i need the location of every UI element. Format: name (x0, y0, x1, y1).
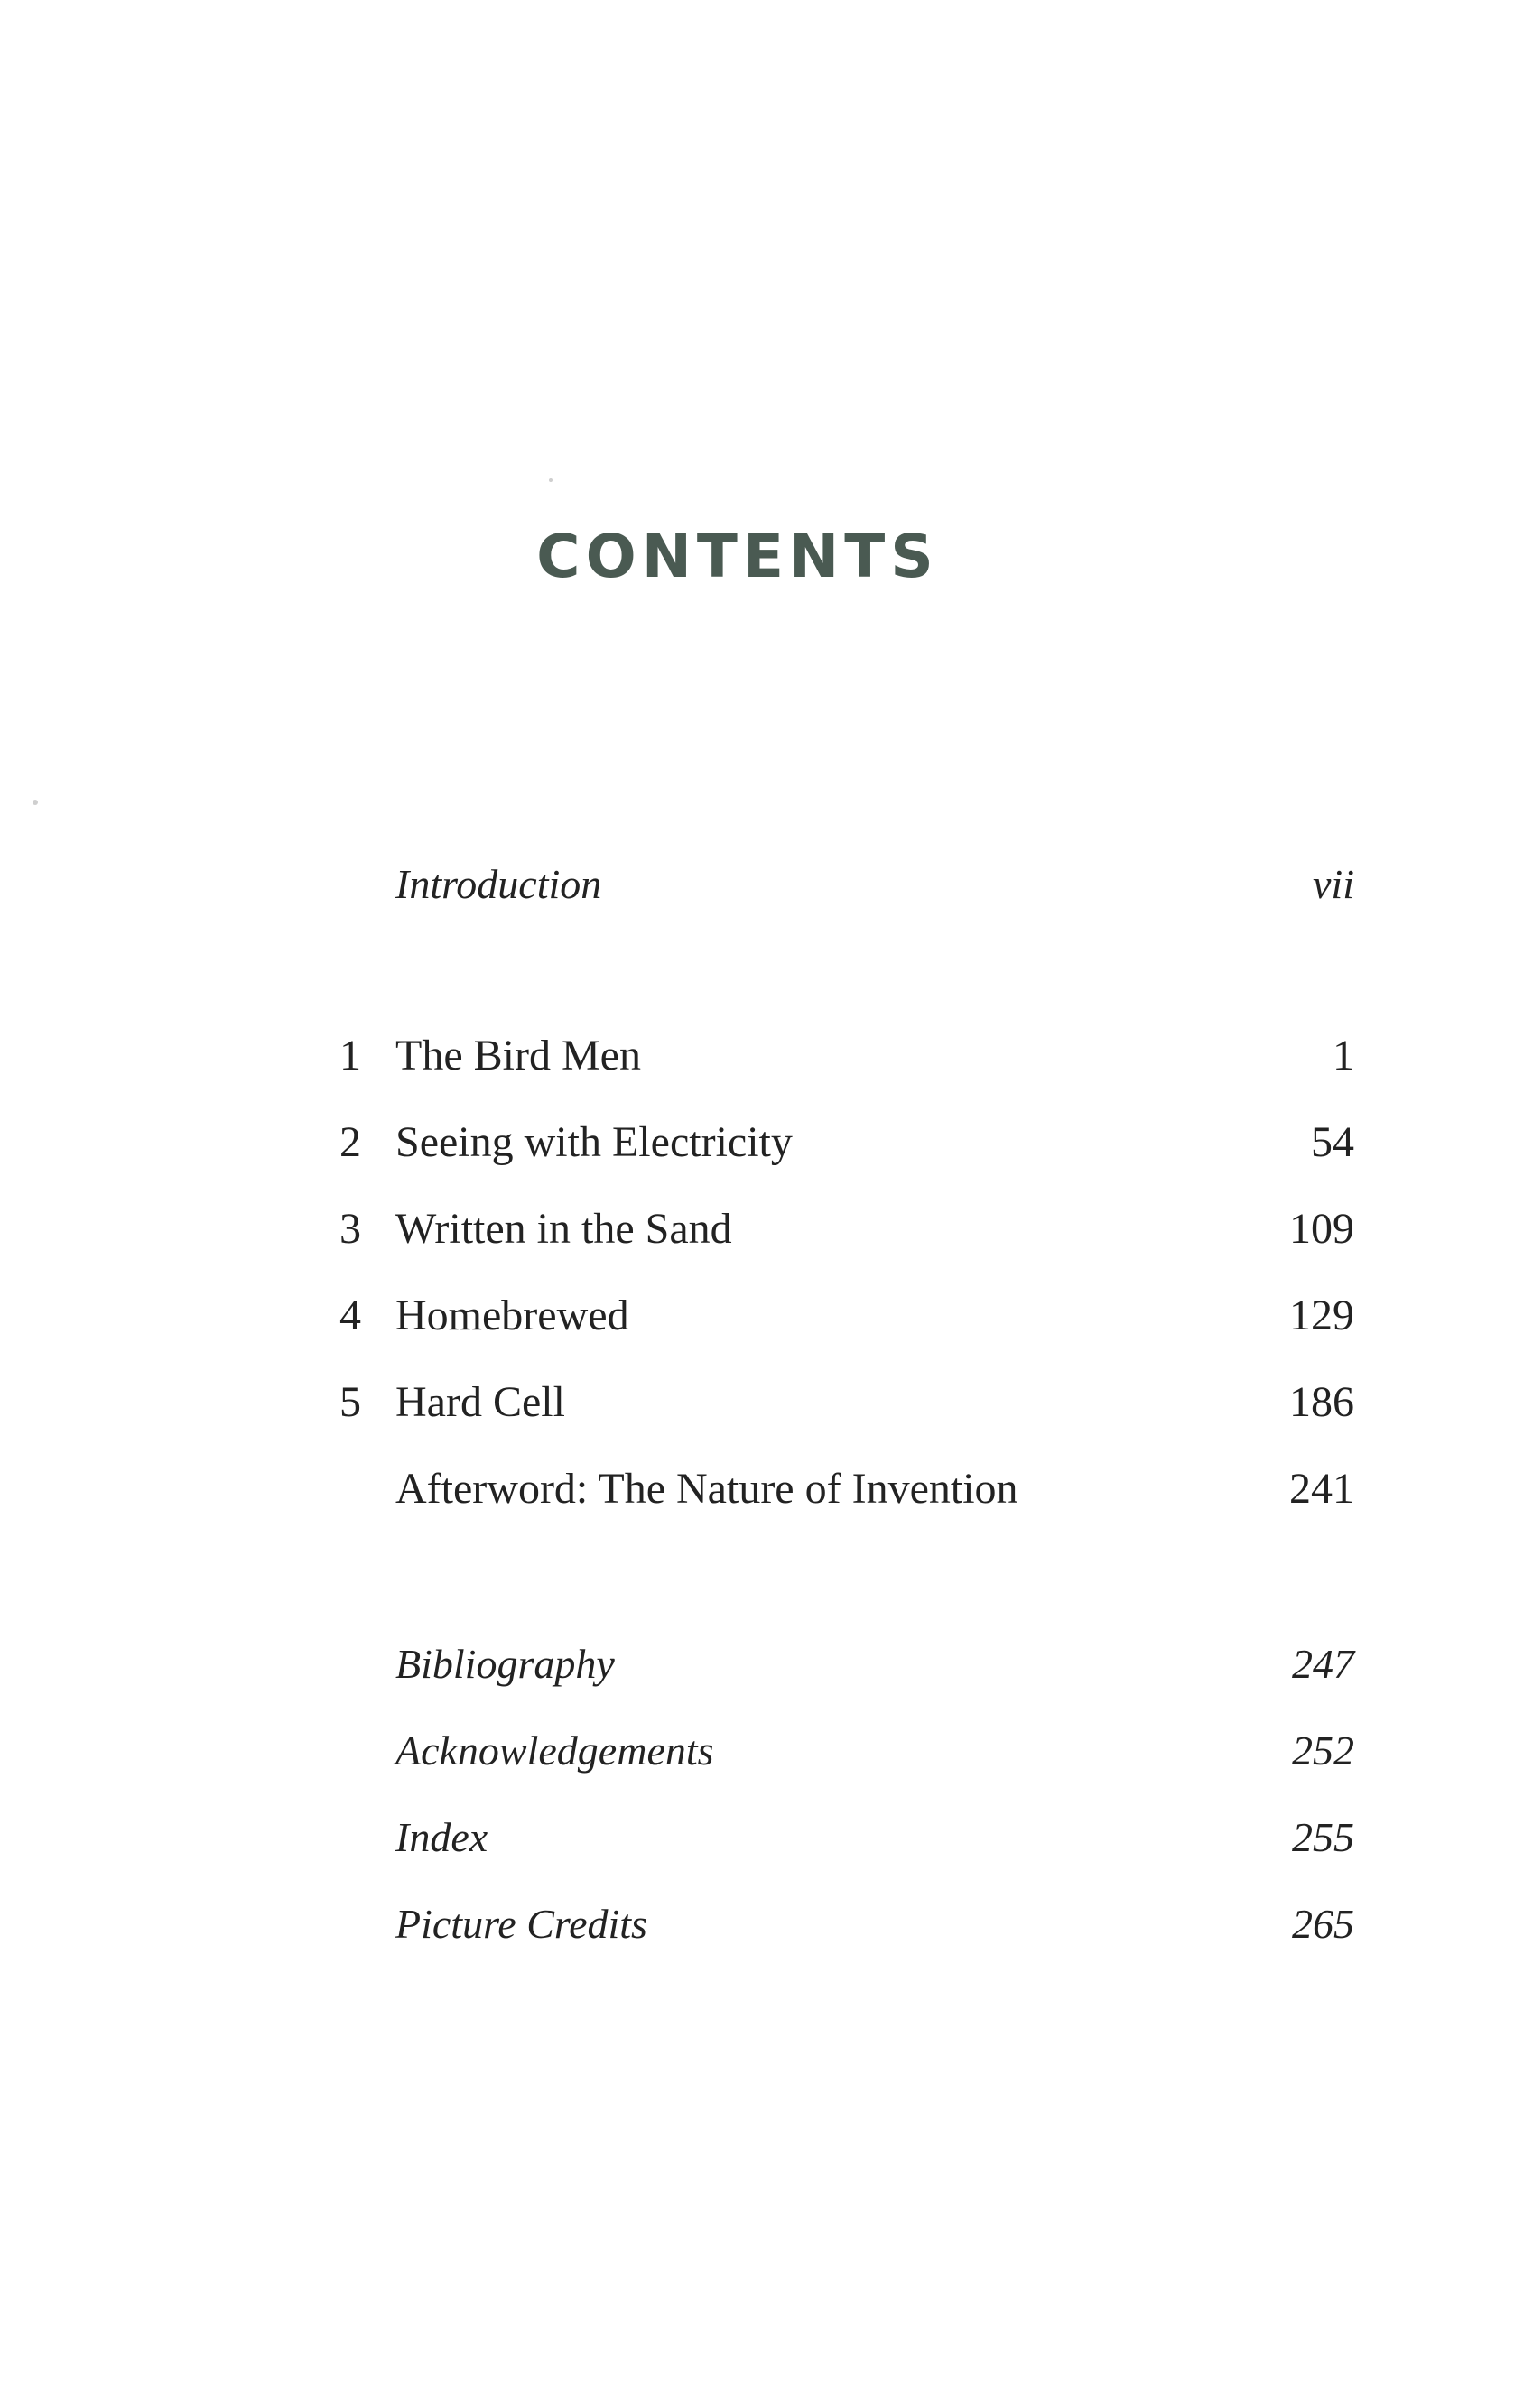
toc-entry-label: Index (395, 1814, 488, 1860)
toc-entry-bibliography[interactable] (325, 1628, 1354, 1700)
toc-entry-page: 252 (1292, 1727, 1354, 1774)
toc-entry-acknowledgements[interactable] (325, 1715, 1354, 1787)
toc-entry-chapter-1[interactable] (325, 1020, 1354, 1092)
contents-heading: CONTENTS (536, 522, 939, 591)
toc-entry-page: 109 (1289, 1205, 1354, 1253)
toc-entry-introduction[interactable] (325, 848, 1354, 921)
toc-entry-page: 1 (1333, 1032, 1354, 1079)
toc-entry-chapter-4[interactable] (325, 1280, 1354, 1352)
toc-entry-page: 241 (1289, 1465, 1354, 1513)
toc-entry-page: 265 (1292, 1901, 1354, 1947)
toc-entry-label: Hard Cell (395, 1378, 565, 1426)
toc-entry-label: Bibliography (395, 1641, 615, 1687)
toc-entry-label: Written in the Sand (395, 1205, 732, 1253)
toc-entry-chapter-5[interactable] (325, 1366, 1354, 1439)
toc-entry-picture-credits[interactable] (325, 1888, 1354, 1960)
toc-chapter-number: 3 (339, 1205, 361, 1253)
toc-entry-label: Afterword: The Nature of Invention (395, 1465, 1018, 1513)
toc-entry-afterword[interactable] (325, 1453, 1354, 1525)
toc-entry-label: Seeing with Electricity (395, 1118, 793, 1166)
toc-entry-page: 54 (1311, 1118, 1354, 1166)
toc-entry-page: vii (1313, 861, 1354, 907)
toc-entry-page: 186 (1289, 1378, 1354, 1426)
toc-chapter-number: 4 (339, 1292, 361, 1339)
toc-entry-page: 129 (1289, 1292, 1354, 1339)
toc-chapter-number: 5 (339, 1378, 361, 1426)
paper-speck (33, 800, 38, 805)
toc-entry-chapter-3[interactable] (325, 1193, 1354, 1265)
toc-chapter-number: 2 (339, 1118, 361, 1166)
toc-entry-label: Acknowledgements (395, 1727, 714, 1774)
toc-entry-page: 255 (1292, 1814, 1354, 1860)
toc-entry-label: The Bird Men (395, 1032, 641, 1079)
toc-entry-label: Homebrewed (395, 1292, 629, 1339)
toc-entry-label: Picture Credits (395, 1901, 647, 1947)
toc-entry-chapter-2[interactable] (325, 1107, 1354, 1179)
toc-entry-page: 247 (1292, 1641, 1354, 1687)
toc-entry-index[interactable] (325, 1801, 1354, 1874)
toc-chapter-number: 1 (339, 1032, 361, 1079)
paper-speck (549, 478, 553, 482)
toc-entry-label: Introduction (395, 861, 602, 907)
